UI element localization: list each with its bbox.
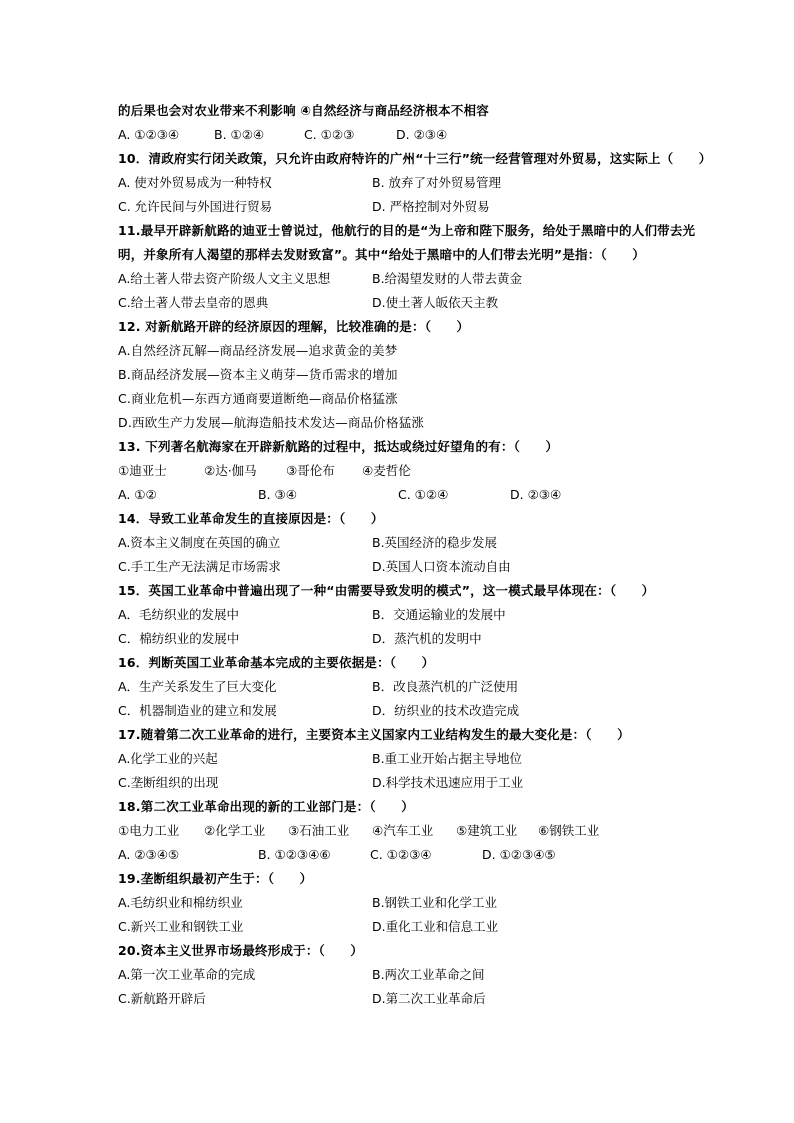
option-item: D. ①②③④⑤ — [482, 847, 556, 862]
option-item: C.新兴工业和钢铁工业 — [118, 919, 244, 934]
option-item: D.第二次工业革命后 — [372, 991, 486, 1006]
option-item: A．毛纺织业的发展中 — [118, 607, 240, 622]
option-item: A. ①② — [118, 487, 157, 502]
option-item: A．生产关系发生了巨大变化 — [118, 679, 277, 694]
option-item: ①电力工业 — [118, 823, 180, 838]
option-item: B．改良蒸汽机的广泛使用 — [372, 679, 519, 694]
option-item: ④汽车工业 — [372, 823, 434, 838]
option-item: D. 严格控制对外贸易 — [372, 199, 490, 214]
option-item: D. ②③④ — [510, 487, 562, 502]
option-item: C. ①②④ — [398, 487, 449, 502]
option-item: B.两次工业革命之间 — [372, 967, 485, 982]
option-item: ③石油工业 — [288, 823, 350, 838]
option-item: D.重化工业和信息工业 — [372, 919, 499, 934]
option-line: B.商品经济发展—资本主义萌芽—货币需求的增加 — [118, 367, 398, 382]
question-text: 的后果也会对农业带来不利影响 ④自然经济与商品经济根本不相容 — [118, 103, 489, 118]
option-item: ②化学工业 — [204, 823, 266, 838]
option-row — [118, 895, 758, 911]
option-row — [118, 535, 758, 551]
option-item: ⑥钢铁工业 — [538, 823, 600, 838]
option-item: D．纺织业的技术改造完成 — [372, 703, 520, 718]
option-row — [118, 487, 758, 503]
option-line: A.自然经济瓦解—商品经济发展—追求黄金的美梦 — [118, 343, 398, 358]
option-row — [118, 607, 758, 623]
option-item: C．棉纺织业的发展中 — [118, 631, 240, 646]
option-item: A.毛纺织业和棉纺织业 — [118, 895, 243, 910]
option-item: B. 放弃了对外贸易管理 — [372, 175, 502, 190]
option-item: B.钢铁工业和化学工业 — [372, 895, 498, 910]
option-item: C.给土著人带去皇帝的恩典 — [118, 295, 269, 310]
option-row — [118, 751, 758, 767]
option-item: ②达·伽马 — [204, 463, 257, 478]
option-item: D．蒸汽机的发明中 — [372, 631, 482, 646]
question-text: 13. 下列著名航海家在开辟新航路的过程中，抵达或绕过好望角的有：（ ） — [118, 439, 559, 454]
option-item: B. ①②④ — [214, 127, 265, 142]
option-item: D. ②③④ — [396, 127, 448, 142]
option-item: D.科学技术迅速应用于工业 — [372, 775, 524, 790]
option-row — [118, 847, 758, 863]
option-item: A. 使对外贸易成为一种特权 — [118, 175, 272, 190]
option-row — [118, 631, 758, 647]
option-row — [118, 295, 758, 311]
question-text: 12. 对新航路开辟的经济原因的理解，比较准确的是：（ ） — [118, 319, 470, 334]
question-text: 11.最早开辟新航路的迪亚士曾说过，他航行的目的是“为上帝和陛下服务，给处于黑暗中的人们带去光 — [118, 223, 696, 238]
question-text: 明，并象所有人渴望的那样去发财致富”。其中“给处于黑暗中的人们带去光明”是指：（ ） — [118, 247, 645, 262]
option-item: A.化学工业的兴起 — [118, 751, 218, 766]
option-row — [118, 823, 758, 839]
option-item: ③哥伦布 — [286, 463, 335, 478]
option-row — [118, 175, 758, 191]
option-item: C.垄断组织的出现 — [118, 775, 219, 790]
option-item: A.给土著人带去资产阶级人文主义思想 — [118, 271, 331, 286]
option-item: B.英国经济的稳步发展 — [372, 535, 498, 550]
option-item: C. ①②③④ — [370, 847, 432, 862]
question-text: 16．判断英国工业革命基本完成的主要依据是：（ ） — [118, 655, 435, 670]
option-item: B.给渴望发财的人带去黄金 — [372, 271, 523, 286]
option-item: B. ①②③④⑥ — [258, 847, 331, 862]
option-row — [118, 775, 758, 791]
question-text: 17.随着第二次工业革命的进行，主要资本主义国家内工业结构发生的最大变化是：（ ） — [118, 727, 630, 742]
option-item: A.第一次工业革命的完成 — [118, 967, 256, 982]
option-item: C．机器制造业的建立和发展 — [118, 703, 277, 718]
question-text: 15．英国工业革命中普遍出现了一种“由需要导致发明的模式”，这一模式最早体现在：（ ） — [118, 583, 655, 598]
question-text: 20.资本主义世界市场最终形成于：（ ） — [118, 943, 364, 958]
option-item: B.重工业开始占据主导地位 — [372, 751, 523, 766]
question-text: 19.垄断组织最初产生于：（ ） — [118, 871, 313, 886]
option-item: A.资本主义制度在英国的确立 — [118, 535, 281, 550]
option-row — [118, 199, 758, 215]
option-line: D.西欧生产力发展—航海造船技术发达—商品价格猛涨 — [118, 415, 425, 430]
option-row — [118, 991, 758, 1007]
option-row — [118, 703, 758, 719]
question-text: 14．导致工业革命发生的直接原因是：（ ） — [118, 511, 384, 526]
option-item: C. 允许民间与外国进行贸易 — [118, 199, 273, 214]
option-item: C.手工生产无法满足市场需求 — [118, 559, 281, 574]
option-row — [118, 559, 758, 575]
option-item: D.使土著人皈依天主教 — [372, 295, 499, 310]
question-text: 10．清政府实行闭关政策，只允许由政府特许的广州“十三行”统一经营管理对外贸易，这实际上（ ） — [118, 151, 712, 166]
option-row — [118, 679, 758, 695]
option-row — [118, 127, 758, 143]
question-text: 18.第二次工业革命出现的新的工业部门是：（ ） — [118, 799, 414, 814]
option-item: B．交通运输业的发展中 — [372, 607, 506, 622]
option-row — [118, 271, 758, 287]
option-item: C. ①②③ — [304, 127, 355, 142]
option-row — [118, 463, 758, 479]
option-row — [118, 919, 758, 935]
option-item: D.英国人口资本流动自由 — [372, 559, 511, 574]
option-item: ①迪亚士 — [118, 463, 167, 478]
option-item: A. ②③④⑤ — [118, 847, 180, 862]
option-line: C.商业危机—东西方通商要道断绝—商品价格猛涨 — [118, 391, 398, 406]
option-item: C.新航路开辟后 — [118, 991, 206, 1006]
option-item: A. ①②③④ — [118, 127, 180, 142]
option-row — [118, 967, 758, 983]
option-item: ④麦哲伦 — [362, 463, 411, 478]
option-item: B. ③④ — [258, 487, 297, 502]
option-item: ⑤建筑工业 — [456, 823, 518, 838]
